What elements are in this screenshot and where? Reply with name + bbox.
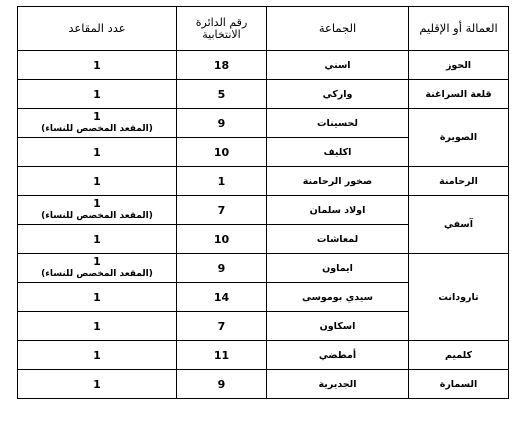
seats-cell (18, 196, 177, 225)
circ-cell: 11 (177, 341, 267, 370)
seats-cell: 1 (18, 370, 177, 399)
region-cell: الحوز (409, 51, 509, 80)
region-cell: السمارة (409, 370, 509, 399)
seats-value: 1 (93, 197, 101, 210)
commune-cell: اكليف (267, 138, 409, 167)
header-circ (177, 7, 267, 51)
circ-cell: 1 (177, 167, 267, 196)
header-region: العمالة أو الإقليم (409, 7, 509, 51)
commune-cell: صخور الرحامنة (267, 167, 409, 196)
commune-cell: لحسينات (267, 109, 409, 138)
circ-cell: 9 (177, 370, 267, 399)
circ-cell: 9 (177, 254, 267, 283)
region-cell: الرحامنة (409, 167, 509, 196)
region-cell: آسفي (409, 196, 509, 254)
circ-cell: 10 (177, 225, 267, 254)
region-cell: قلعة السراغنة (409, 80, 509, 109)
seats-note: (المقعد المخصص للنساء) (41, 269, 153, 279)
seats-cell: 1 (18, 312, 177, 341)
region-cell: تارودانت (409, 254, 509, 341)
seats-cell (18, 109, 177, 138)
header-seats: عدد المقاعد (18, 7, 177, 51)
header-circ-line2: الانتخابية (202, 27, 241, 41)
table-row (18, 167, 509, 196)
seats-cell (18, 254, 177, 283)
seats-cell: 1 (18, 283, 177, 312)
table-row (18, 196, 509, 225)
circ-cell: 9 (177, 109, 267, 138)
table-row (18, 109, 509, 138)
table-row (18, 341, 509, 370)
commune-cell: اولاد سلمان (267, 196, 409, 225)
region-cell: الصويرة (409, 109, 509, 167)
commune-cell: اسني (267, 51, 409, 80)
seats-value: 1 (93, 110, 101, 123)
header-commune: الجماعة (267, 7, 409, 51)
table-row (18, 51, 509, 80)
commune-cell: واركي (267, 80, 409, 109)
commune-cell: لمعاشات (267, 225, 409, 254)
commune-cell: الجديرية (267, 370, 409, 399)
seats-note: (المقعد المخصص للنساء) (41, 211, 153, 221)
seats-cell: 1 (18, 341, 177, 370)
circ-cell: 10 (177, 138, 267, 167)
seats-cell: 1 (18, 51, 177, 80)
header-row (18, 7, 509, 51)
commune-cell: أمطضي (267, 341, 409, 370)
circ-cell: 14 (177, 283, 267, 312)
seats-cell: 1 (18, 167, 177, 196)
circ-cell: 5 (177, 80, 267, 109)
seats-cell: 1 (18, 225, 177, 254)
seats-note: (المقعد المخصص للنساء) (41, 124, 153, 134)
commune-cell: ايماون (267, 254, 409, 283)
region-cell: كلميم (409, 341, 509, 370)
seats-table (17, 6, 509, 399)
table-row (18, 254, 509, 283)
header-circ-line1: رقم الدائرة (195, 15, 248, 29)
commune-cell: اسكاون (267, 312, 409, 341)
circ-cell: 7 (177, 196, 267, 225)
circ-cell: 7 (177, 312, 267, 341)
table-row (18, 370, 509, 399)
commune-cell: سيدي بوموسى (267, 283, 409, 312)
seats-cell: 1 (18, 80, 177, 109)
table-row (18, 80, 509, 109)
seats-value: 1 (93, 255, 101, 268)
seats-cell: 1 (18, 138, 177, 167)
circ-cell: 18 (177, 51, 267, 80)
